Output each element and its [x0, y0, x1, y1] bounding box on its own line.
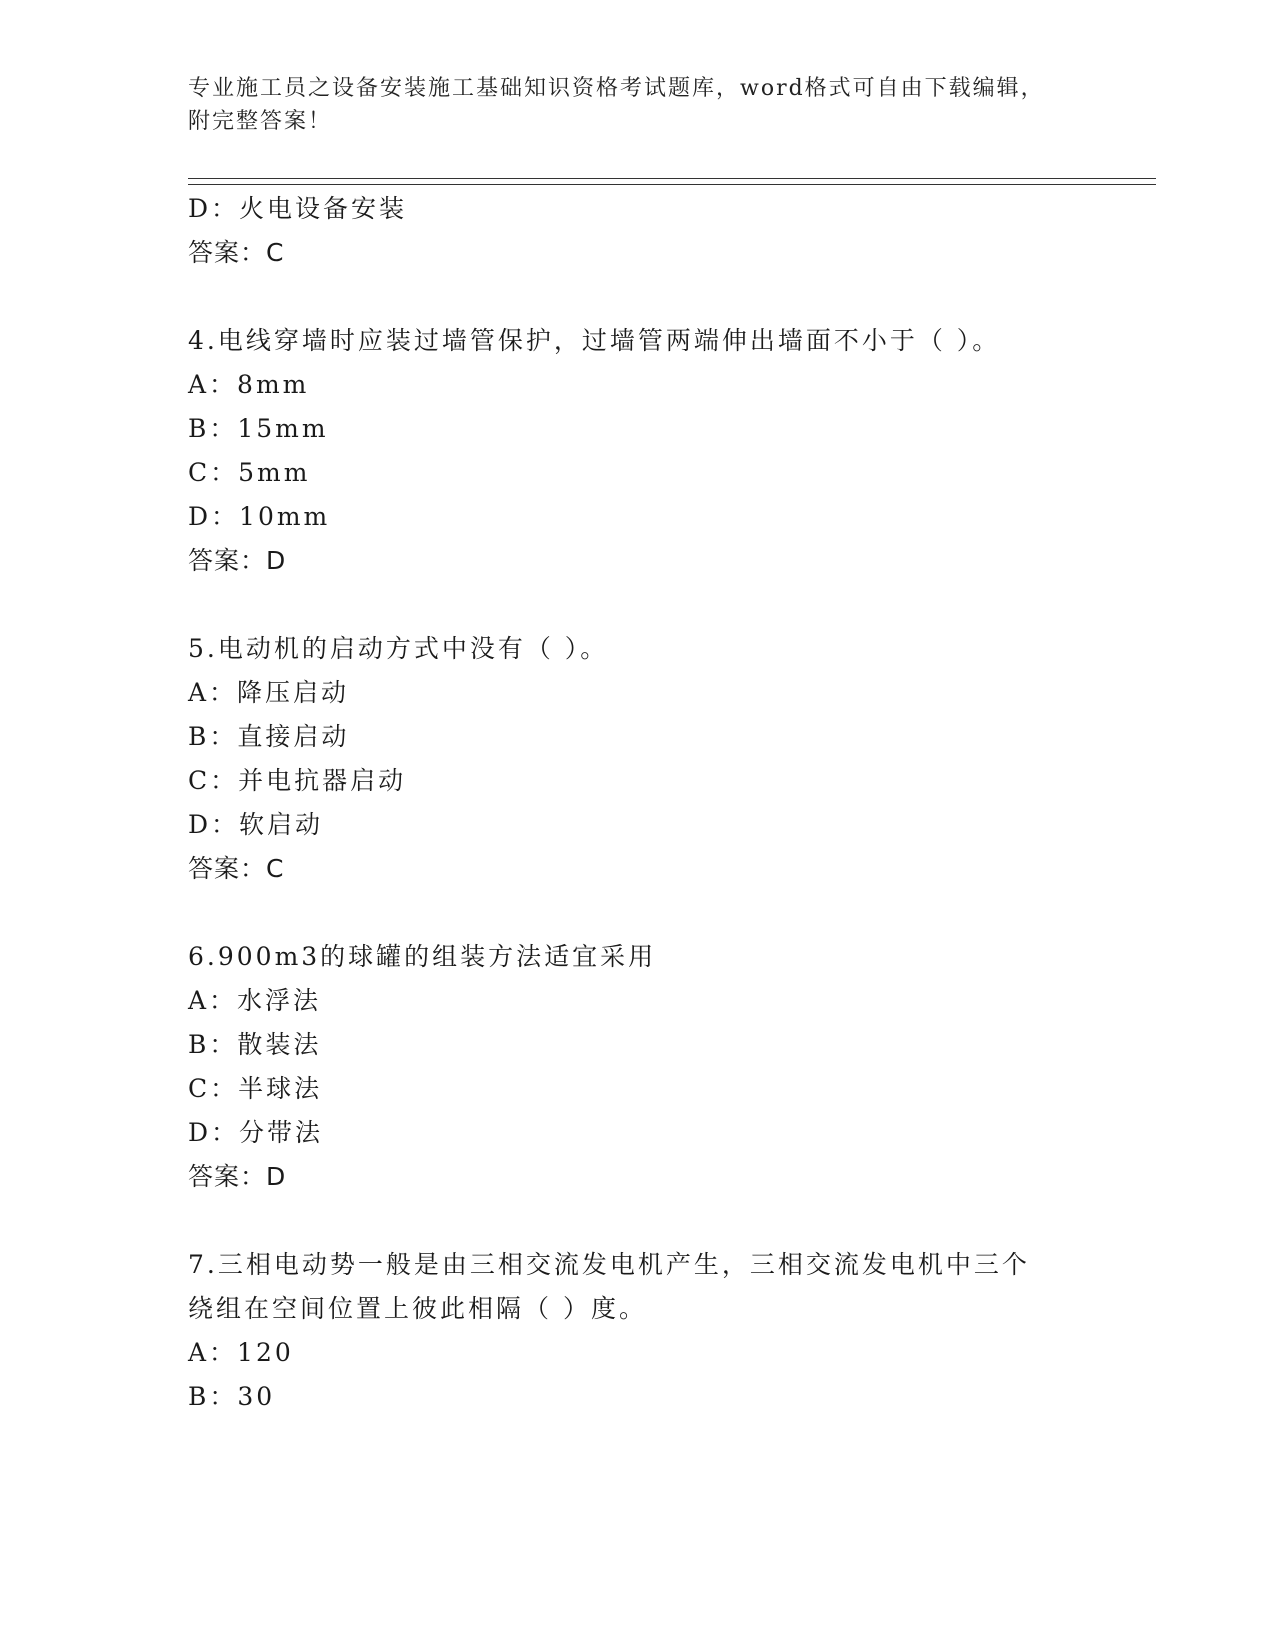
question-4: 4.电线穿墙时应装过墙管保护，过墙管两端伸出墙面不小于（ ）。	[188, 326, 1001, 355]
answer: 答案：D	[188, 546, 287, 575]
option-c: C：并电抗器启动	[188, 766, 407, 795]
option-a: A：120	[188, 1338, 294, 1367]
header-divider-bottom	[188, 184, 1156, 185]
option-d: D：分带法	[188, 1118, 324, 1147]
option-a: A：降压启动	[188, 678, 350, 707]
option-b: B：30	[188, 1382, 276, 1411]
header-divider-top	[188, 178, 1156, 179]
answer: 答案：D	[188, 1162, 287, 1191]
option-d: D：10mm	[188, 502, 331, 531]
header-line-2: 附完整答案！	[188, 109, 333, 134]
option-d: D：软启动	[188, 810, 324, 839]
option-b: B：散装法	[188, 1030, 322, 1059]
question-7-line-1: 7.三相电动势一般是由三相交流发电机产生，三相交流发电机中三个	[188, 1250, 1030, 1279]
answer: 答案：C	[188, 854, 285, 883]
question-6: 6.900m3的球罐的组装方法适宜采用	[188, 942, 657, 971]
option-d: D：火电设备安装	[188, 194, 408, 223]
option-b: B：直接启动	[188, 722, 350, 751]
question-5: 5.电动机的启动方式中没有（ ）。	[188, 634, 609, 663]
document-header	[188, 72, 1078, 138]
option-a: A：8mm	[188, 370, 310, 399]
answer: 答案：C	[188, 238, 285, 267]
option-c: C：5mm	[188, 458, 311, 487]
option-a: A：水浮法	[188, 986, 322, 1015]
option-b: B：15mm	[188, 414, 329, 443]
header-line-1: 专业施工员之设备安装施工基础知识资格考试题库，word格式可自由下载编辑，	[188, 76, 1045, 101]
option-c: C：半球法	[188, 1074, 323, 1103]
question-7-line-2: 绕组在空间位置上彼此相隔（ ）度。	[188, 1294, 647, 1323]
